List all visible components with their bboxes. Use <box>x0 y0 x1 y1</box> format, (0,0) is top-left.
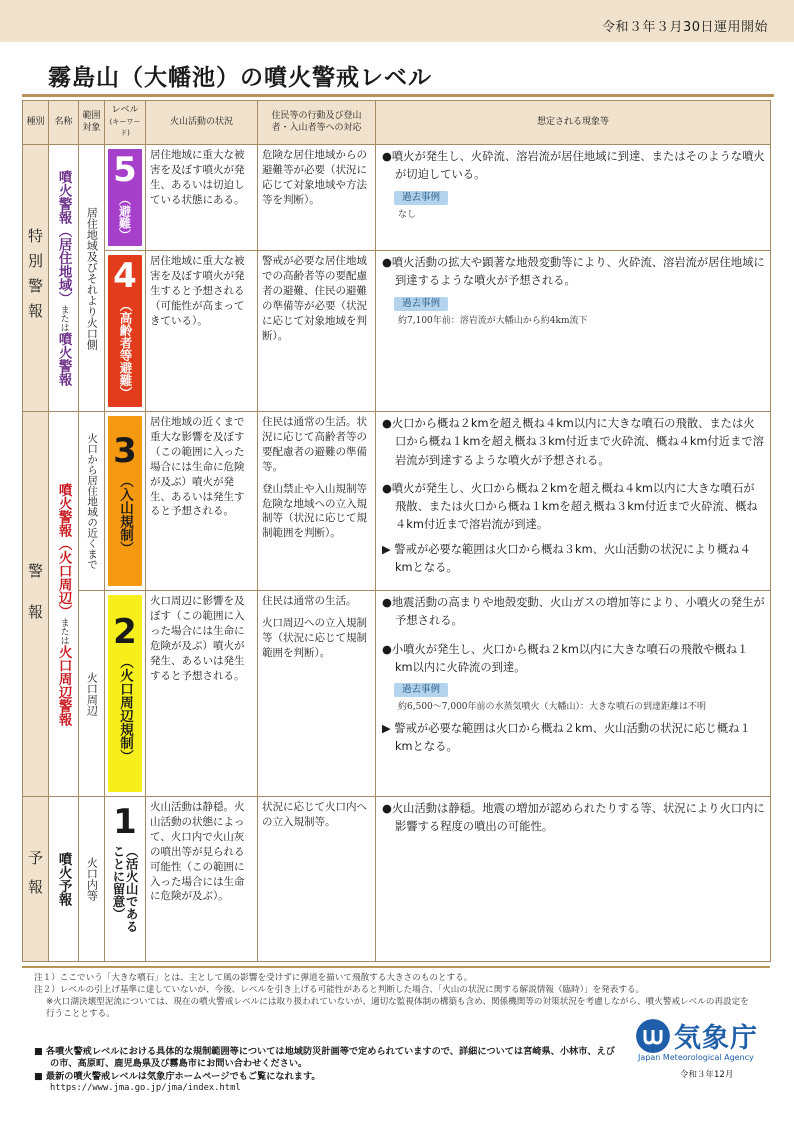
level-2-keyword: （火口周辺規制） <box>117 654 133 763</box>
header-row <box>23 101 771 145</box>
bottom-notices <box>34 1046 624 1095</box>
level-4-phenomena <box>376 251 771 412</box>
level-3-badge <box>108 416 142 586</box>
level-1-action: 状況に応じて火口内への立入規制等。 <box>258 797 376 962</box>
level-1-number: 1 <box>113 802 137 842</box>
level-5-number: 5 <box>113 150 137 190</box>
title-bar <box>22 57 774 97</box>
level-1-ph1: ●火山活動は静穏。地震の増加が認められたりする等、状況により火口内に影響する程度の噴出の可能性。 <box>382 802 765 834</box>
level-1-activity: 火山活動は静穏。火山活動の状態によって、火口内で火山灰の噴出等が見られる可能性（この範囲に入った場合には生命に危険が及ぶ）。 <box>146 797 258 962</box>
jma-logo <box>636 1013 776 1073</box>
col-level-sub: (キーワード) <box>109 117 141 138</box>
jma-english-name: Japan Meteorological Agency <box>638 1053 754 1062</box>
level-3-activity: 居住地域の近くまで重大な影響を及ぼす（この範囲に入った場合には生命に危険が及ぶ）噴火が発生、あるいは発生すると予想される。 <box>146 412 258 591</box>
table-separator <box>22 966 770 968</box>
operation-start-date: 令和３年３月30日運用開始 <box>601 20 768 35</box>
col-action: 住民等の行動及び登山者・入山者等への対応 <box>258 101 376 145</box>
level-4-keyword: （高齢者等避難） <box>118 298 133 399</box>
notice-2: ■ 最新の噴火警戒レベルは気象庁ホームページでもご覧になれます。 <box>34 1070 321 1082</box>
issued-date: 令和３年12月 <box>680 1070 734 1080</box>
level-2-badge <box>108 595 142 792</box>
level-1-cell <box>105 797 146 962</box>
target-l2 <box>79 591 105 797</box>
target-l1 <box>79 797 105 962</box>
target-special <box>79 145 105 412</box>
page-title: 霧島山（大幡池）の噴火警戒レベル <box>48 65 432 91</box>
target-l3 <box>79 412 105 591</box>
level-2-action-1: 住民は通常の生活。 <box>262 595 357 607</box>
level-5-badge <box>108 149 142 246</box>
category-warning-label: 警報 <box>26 563 44 645</box>
level-3-ph1: ●火口から概ね２kmを超え概ね４km以内に大きな噴石の飛散、または火口から概ね１kmを超え概ね３km付近まで火砕流、概ね４km付近まで溶岩流が到達するような噴火が予想される。 <box>382 417 764 467</box>
level-2-cell <box>105 591 146 797</box>
level-4-activity: 居住地域に重大な被害を及ぼす噴火が発生すると予想される（可能性が高まってきている）。 <box>146 251 258 412</box>
level-4-past <box>394 294 765 328</box>
level-3-keyword: （入山規制） <box>117 473 133 555</box>
category-forecast-label: 予報 <box>26 850 44 908</box>
level-3-number: 3 <box>113 431 137 471</box>
level-3-row <box>23 412 771 591</box>
level-5-action: 危険な居住地域からの避難等が必要（状況に応じて対象地域や方法等を判断）。 <box>258 145 376 251</box>
jma-url[interactable]: https://www.jma.go.jp/jma/index.html <box>50 1083 241 1094</box>
level-4-action: 警戒が必要な居住地域での高齢者等の要配慮者の避難、住民の避難の準備等が必要（状況に応じて対象地域を判断）。 <box>258 251 376 412</box>
level-4-cell <box>105 251 146 412</box>
target-l2-label: 火口周辺 <box>85 671 99 716</box>
level-5-past-text: なし <box>398 209 417 220</box>
target-l1-label: 火口内等 <box>85 857 99 901</box>
past-tag: 過去事例 <box>394 297 448 311</box>
level-1-row <box>23 797 771 962</box>
level-2-row <box>23 591 771 797</box>
target-l3-label: 火口から居住地域の近くまで <box>86 432 99 570</box>
level-4-past-text: 約7,100年前：溶岩流が大幡山から約4km流下 <box>398 315 588 326</box>
level-4-row <box>23 251 771 412</box>
level-2-ph1: ●地震活動の高まりや地殻変動、火山ガスの増加等により、小噴火の発生が予想される。 <box>382 596 765 628</box>
name-forecast <box>49 797 79 962</box>
level-2-past <box>394 680 765 714</box>
col-name: 名称 <box>49 101 79 145</box>
level-2-activity: 火口周辺に影響を及ぼす（この範囲に入った場合には生命に危険が及ぶ）噴火が発生、あるいは発生すると予想される。 <box>146 591 258 797</box>
category-special-label: 特別警報 <box>26 228 44 328</box>
name-warning-label: 噴火警報（火口周辺）または火口周辺警報 <box>55 482 72 726</box>
level-5-phenomena <box>376 145 771 251</box>
level-2-number: 2 <box>113 612 137 652</box>
level-2-action-2: 火口周辺への立入規制等（状況に応じて規制範囲を判断）。 <box>262 616 367 659</box>
target-special-label: 居住地域及びそれより火口側 <box>85 206 99 350</box>
past-tag: 過去事例 <box>394 191 448 205</box>
col-phenomena: 想定される現象等 <box>376 101 771 145</box>
note-2: 注２）レベルの引上げ基準に達していないが、今後、レベルを引き上げる可能性があると判断した場合、「火山の状況に関する解説情報（臨時）」を発表する。 <box>34 984 645 995</box>
jma-name: 気象庁 <box>674 1023 758 1054</box>
category-warning <box>23 412 49 797</box>
level-3-cell <box>105 412 146 591</box>
level-3-action-2: 登山禁止や入山規制等危険な地域への立入規制等（状況に応じて規制範囲を判断）。 <box>262 482 367 540</box>
col-level-label: レベル <box>111 104 139 115</box>
note-1: 注１）ここでいう「大きな噴石」とは、主として風の影響を受けずに弾道を描いて飛散する大きさのものとする。 <box>34 973 473 983</box>
level-2-ph3: ▶ 警戒が必要な範囲は火口から概ね２km、火山活動の状況に応じ概ね１kmとなる。 <box>382 722 751 754</box>
col-kind: 種別 <box>23 101 49 145</box>
level-3-phenomena <box>376 412 771 591</box>
level-5-cell <box>105 145 146 251</box>
level-5-ph1: ●噴火が発生し、火砕流、溶岩流が居住地域に到達、またはそのような噴火が切迫している。 <box>382 150 765 182</box>
name-special <box>49 145 79 412</box>
jma-emblem-icon <box>636 1019 670 1053</box>
level-5-row <box>23 145 771 251</box>
name-forecast-label: 噴火予報 <box>55 852 72 906</box>
col-level <box>105 101 146 145</box>
name-special-label: 噴火警報（居住地域）または噴火警報 <box>55 170 72 386</box>
alert-level-table <box>22 100 771 962</box>
level-4-number: 4 <box>113 256 137 296</box>
level-5-past <box>394 188 765 222</box>
category-special <box>23 145 49 412</box>
level-1-badge <box>108 801 142 941</box>
level-3-action <box>258 412 376 591</box>
level-5-activity: 居住地域に重大な被害を及ぼす噴火が発生、あるいは切迫している状態にある。 <box>146 145 258 251</box>
col-activity: 火山活動の状況 <box>146 101 258 145</box>
note-3: ※火口湖決壊型泥流については、現在の噴火警戒レベルには取り扱われていないが、適切な監視体制の構築も含め、関係機関等の対策状況を考慮しながら、噴火警戒レベルの再設定を行うこととする。 <box>46 996 749 1019</box>
top-band <box>0 0 794 42</box>
level-2-ph2: ●小噴火が発生し、火口から概ね２km以内に大きな噴石の飛散や概ね１km以内に火砕流の到達。 <box>382 642 749 674</box>
col-target: 範囲対象 <box>79 101 105 145</box>
level-2-phenomena <box>376 591 771 797</box>
level-4-badge <box>108 255 142 407</box>
level-5-keyword: （避難） <box>117 192 132 241</box>
level-2-past-text: 約6,500～7,000年前の水蒸気噴火（大幡山）：大きな噴石の到達距離は不明 <box>398 702 707 713</box>
level-3-ph3: ▶ 警戒が必要な範囲は火口から概ね３km、火山活動の状況により概ね４kmとなる。 <box>382 542 751 575</box>
level-2-action <box>258 591 376 797</box>
notice-1: ■ 各噴火警戒レベルにおける具体的な規制範囲等については地域防災計画等で定められていますので、詳細については宮崎県、小林市、えびの市、高原町、鹿児島県及び霧島市にお問い合わせください。 <box>34 1046 615 1070</box>
level-1-keyword: （活火山であることに留意） <box>111 844 140 933</box>
level-3-ph2: ●噴火が発生し、火口から概ね２kmを超え概ね４km以内に大きな噴石が飛散、または火口から概ね１kmを超え概ね３km付近まで火砕流、概ね４km付近まで溶岩流が到達。 <box>382 481 758 532</box>
level-3-action-1: 住民は通常の生活。状況に応じて高齢者等の要配慮者の避難の準備等。 <box>262 416 367 473</box>
past-tag: 過去事例 <box>394 683 448 697</box>
category-forecast <box>23 797 49 962</box>
name-warning <box>49 412 79 797</box>
level-4-ph1: ●噴火活動の拡大や顕著な地殻変動等により、火砕流、溶岩流が居住地域に到達するような噴火が予想される。 <box>382 256 765 288</box>
level-1-phenomena <box>376 797 771 962</box>
